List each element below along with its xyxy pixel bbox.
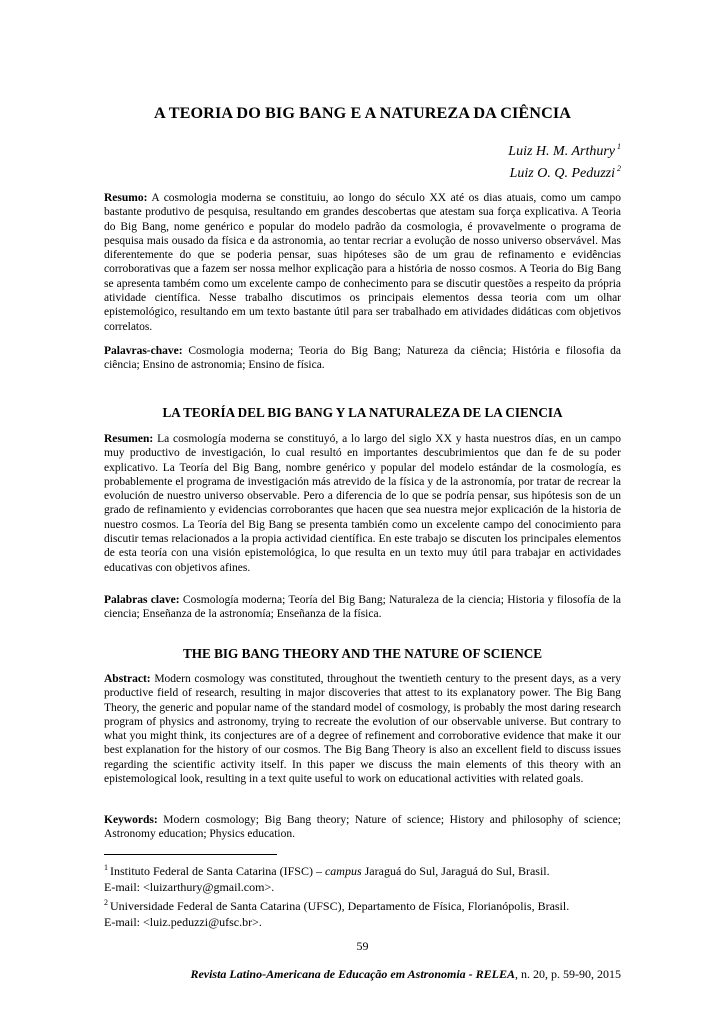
abstract-label: Abstract: [104, 673, 151, 685]
footnote-text: Instituto Federal de Santa Catarina (IFSC) – [110, 864, 325, 878]
paper-page [104, 0, 621, 1024]
resumen-label: Resumen: [104, 433, 154, 445]
author-1 [508, 138, 621, 160]
author-2 [508, 160, 621, 182]
author-name: Luiz H. M. Arthury [508, 144, 615, 159]
footnotes [104, 860, 621, 930]
footnote-text-tail: Jaraguá do Sul, Jaraguá do Sul, Brasil. [361, 864, 550, 878]
journal-footer [190, 967, 621, 982]
footnote-mark: 1 [104, 863, 108, 872]
palabras-clave-label: Palabras clave: [104, 594, 180, 606]
paper-title: A TEORIA DO BIG BANG E A NATUREZA DA CIÊNCIA [153, 104, 572, 122]
journal-name: Revista Latino-Americana de Educação em Astronomia - RELEA [190, 967, 515, 981]
footnote-1 [104, 860, 621, 879]
resumen-paragraph [104, 432, 621, 575]
palavras-chave-paragraph [104, 344, 621, 373]
palabras-clave-paragraph [104, 593, 621, 622]
footnote-2-email: E-mail: <luiz.peduzzi@ufsc.br>. [104, 915, 262, 929]
resumo-text: A cosmologia moderna se constituiu, ao longo do século XX até os dias atuais, como um campo bastante produtivo de pesquisa, resultando em grandes descobertas que atestam sua força explicativa. A Teoria do Big Bang, nome genérico e popular do modelo padrão da cosmologia, é provavelmente o programa de pesquisa mais ousado da física e da astronomia, ao tentar recriar a evolução de nosso universo observável. Mas diferentemente do que se poderia pensar, suas hipóteses são de um grau de refinamento e evidências corroborativas que a fazem ser nossa melhor explicação para a história de nosso cosmos. A Teoria do Big Bang se apresenta também como um excelente campo de conhecimento para se discutir questões a respeito da própria atividade científica. Nesse trabalho discutimos os principais elementos dessa teoria com um olhar epistemológico, resultando em um texto bastante útil para ser trabalhado em atividades didáticas com objetivos correlatos. [104, 192, 621, 333]
footnote-mark: 2 [104, 898, 108, 907]
abstract-text: Modern cosmology was constituted, throughout the twentieth century to the present days, as a very productive field of research, resulting in major discoveries that attest to its explanatory power. The Big Bang Theory, the generic and popular name of the standard model of cosmology, is probably the most daring research program of physics and astronomy, trying to recreate the evolution of our observable universe. But contrary to what you might think, its conjectures are of a degree of refinement and corroborative evidence that make it our best explanation for the history of our cosmos. The Big Bang Theory is also an excellent field to discuss issues regarding the scientific activity itself. In this paper we discuss the main elements of this theory with an epistemological look, resulting in a text quite useful to work on educational activities with related goals. [104, 673, 621, 786]
resumo-label: Resumo: [104, 192, 148, 204]
abstract-paragraph [104, 672, 621, 786]
author-name: Luiz O. Q. Peduzzi [509, 166, 615, 181]
author-list [508, 138, 621, 182]
resumen-text: La cosmología moderna se constituyó, a lo largo del siglo XX y hasta nuestros días, en un campo muy productivo de investigación, lo cual resultó en importantes descubrimientos que dan fe de su poder explicativo. La Teoría del Big Bang, nombre genérico y popular del modelo estándar de la cosmología, es probablemente el programa de investigación más atrevido de la física y de la astronomía, por tratar de recrear la evolución de nuestro universo observable. Pero a diferencia de lo que se podría pensar, sus hipótesis son de un grado de refinamiento y evidencias corroborantes que hacen que sea nuestra mejor explicación de la historia de nuestro cosmos. La Teoría del Big Bang se presenta también como un excelente campo del conocimiento para discutir temas relacionados a la propia actividad científica. En este trabajo se discuten los principales elementos de esta teoría con una visión epistemológica, lo que resulta en un texto muy útil para trabajar en actividades educativas con objetivos afines. [104, 433, 621, 574]
footnote-mark: 1 [617, 142, 621, 151]
footnote-1-email: E-mail: <luizarthury@gmail.com>. [104, 880, 275, 894]
journal-details: , n. 20, p. 59-90, 2015 [515, 967, 621, 981]
footnote-italic: campus [324, 864, 362, 878]
keywords-paragraph [104, 813, 621, 842]
english-title: THE BIG BANG THEORY AND THE NATURE OF SCIENCE [182, 646, 543, 661]
palavras-chave-text: Cosmologia moderna; Teoria do Big Bang; Natureza da ciência; História e filosofia da ciência; Ensino de astronomia; Ensino de física. [104, 345, 622, 372]
keywords-label: Keywords: [104, 814, 158, 826]
page-number: 59 [356, 939, 369, 953]
footnote-2 [104, 895, 621, 914]
keywords-text: Modern cosmology; Big Bang theory; Nature of science; History and philosophy of science; Astronomy education; Physics education. [104, 814, 621, 841]
footnote-text: Universidade Federal de Santa Catarina (UFSC), Departamento de Física, Florianópolis, Brasil. [110, 899, 570, 913]
footnote-mark: 2 [617, 164, 621, 173]
palabras-clave-text: Cosmología moderna; Teoría del Big Bang; Naturaleza de la ciencia; Historia y filosofía de la ciencia; Enseñanza de la astronomía; Enseñanza de la física. [104, 594, 622, 621]
palavras-chave-label: Palavras-chave: [104, 345, 183, 357]
spanish-title: LA TEORÍA DEL BIG BANG Y LA NATURALEZA DE LA CIENCIA [162, 405, 563, 420]
footnote-divider [104, 854, 277, 855]
resumo-paragraph [104, 191, 621, 334]
